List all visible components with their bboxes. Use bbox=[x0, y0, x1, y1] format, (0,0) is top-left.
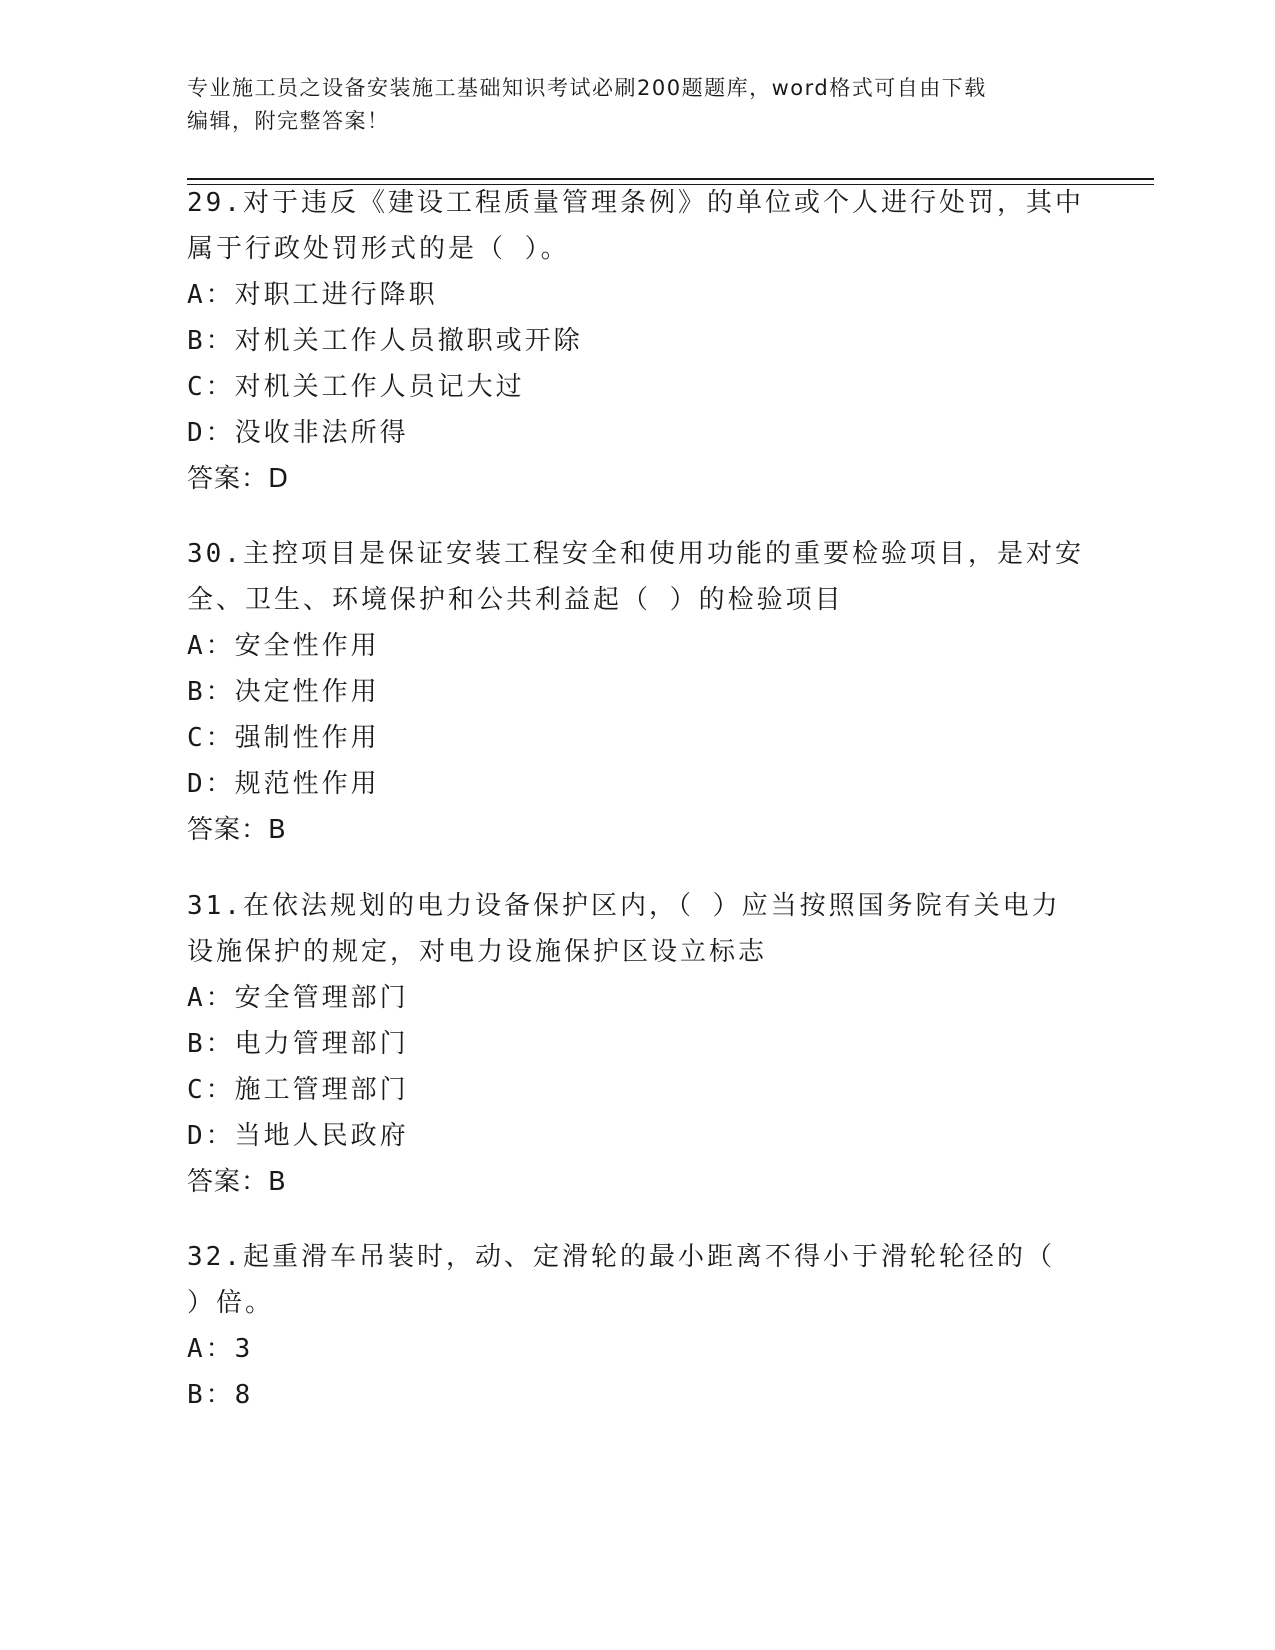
question-text: ）倍。 bbox=[187, 1288, 275, 1318]
option-b: B：对机关工作人员撤职或开除 bbox=[187, 326, 583, 356]
question-text: 30.主控项目是保证安装工程安全和使用功能的重要检验项目，是对安 bbox=[187, 539, 1084, 569]
option-c: C：施工管理部门 bbox=[187, 1075, 409, 1105]
answer: 答案：D bbox=[187, 464, 290, 494]
question-text: 31.在依法规划的电力设备保护区内，（ ）应当按照国务院有关电力 bbox=[187, 891, 1061, 921]
option-c: C：对机关工作人员记大过 bbox=[187, 372, 525, 402]
question-text: 属于行政处罚形式的是（ ）。 bbox=[187, 234, 570, 264]
option-a: A：安全管理部门 bbox=[187, 983, 409, 1013]
question-30 bbox=[187, 531, 1087, 853]
document-header bbox=[187, 72, 1067, 138]
question-text: 设施保护的规定，对电力设施保护区设立标志 bbox=[187, 937, 768, 967]
header-line-2: 编辑，附完整答案！ bbox=[187, 109, 390, 133]
question-32 bbox=[187, 1234, 1087, 1418]
option-d: D：当地人民政府 bbox=[187, 1121, 409, 1151]
question-31 bbox=[187, 883, 1087, 1205]
option-a: A：3 bbox=[187, 1334, 254, 1364]
question-text: 全、卫生、环境保护和公共利益起（ ）的检验项目 bbox=[187, 585, 844, 615]
header-line-1: 专业施工员之设备安装施工基础知识考试必刷200题题库，word格式可自由下载 bbox=[187, 76, 987, 100]
option-b: B：8 bbox=[187, 1380, 254, 1410]
option-b: B：电力管理部门 bbox=[187, 1029, 409, 1059]
option-a: A：安全性作用 bbox=[187, 631, 380, 661]
question-text: 29.对于违反《建设工程质量管理条例》的单位或个人进行处罚，其中 bbox=[187, 188, 1084, 218]
option-a: A：对职工进行降职 bbox=[187, 280, 438, 310]
document-page bbox=[187, 0, 1154, 1650]
option-d: D：没收非法所得 bbox=[187, 418, 409, 448]
question-text: 32.起重滑车吊装时，动、定滑轮的最小距离不得小于滑轮轮径的（ bbox=[187, 1242, 1055, 1272]
answer: 答案：B bbox=[187, 815, 287, 845]
option-d: D：规范性作用 bbox=[187, 769, 380, 799]
option-c: C：强制性作用 bbox=[187, 723, 380, 753]
option-b: B：决定性作用 bbox=[187, 677, 380, 707]
question-29 bbox=[187, 180, 1087, 502]
answer: 答案：B bbox=[187, 1167, 287, 1197]
